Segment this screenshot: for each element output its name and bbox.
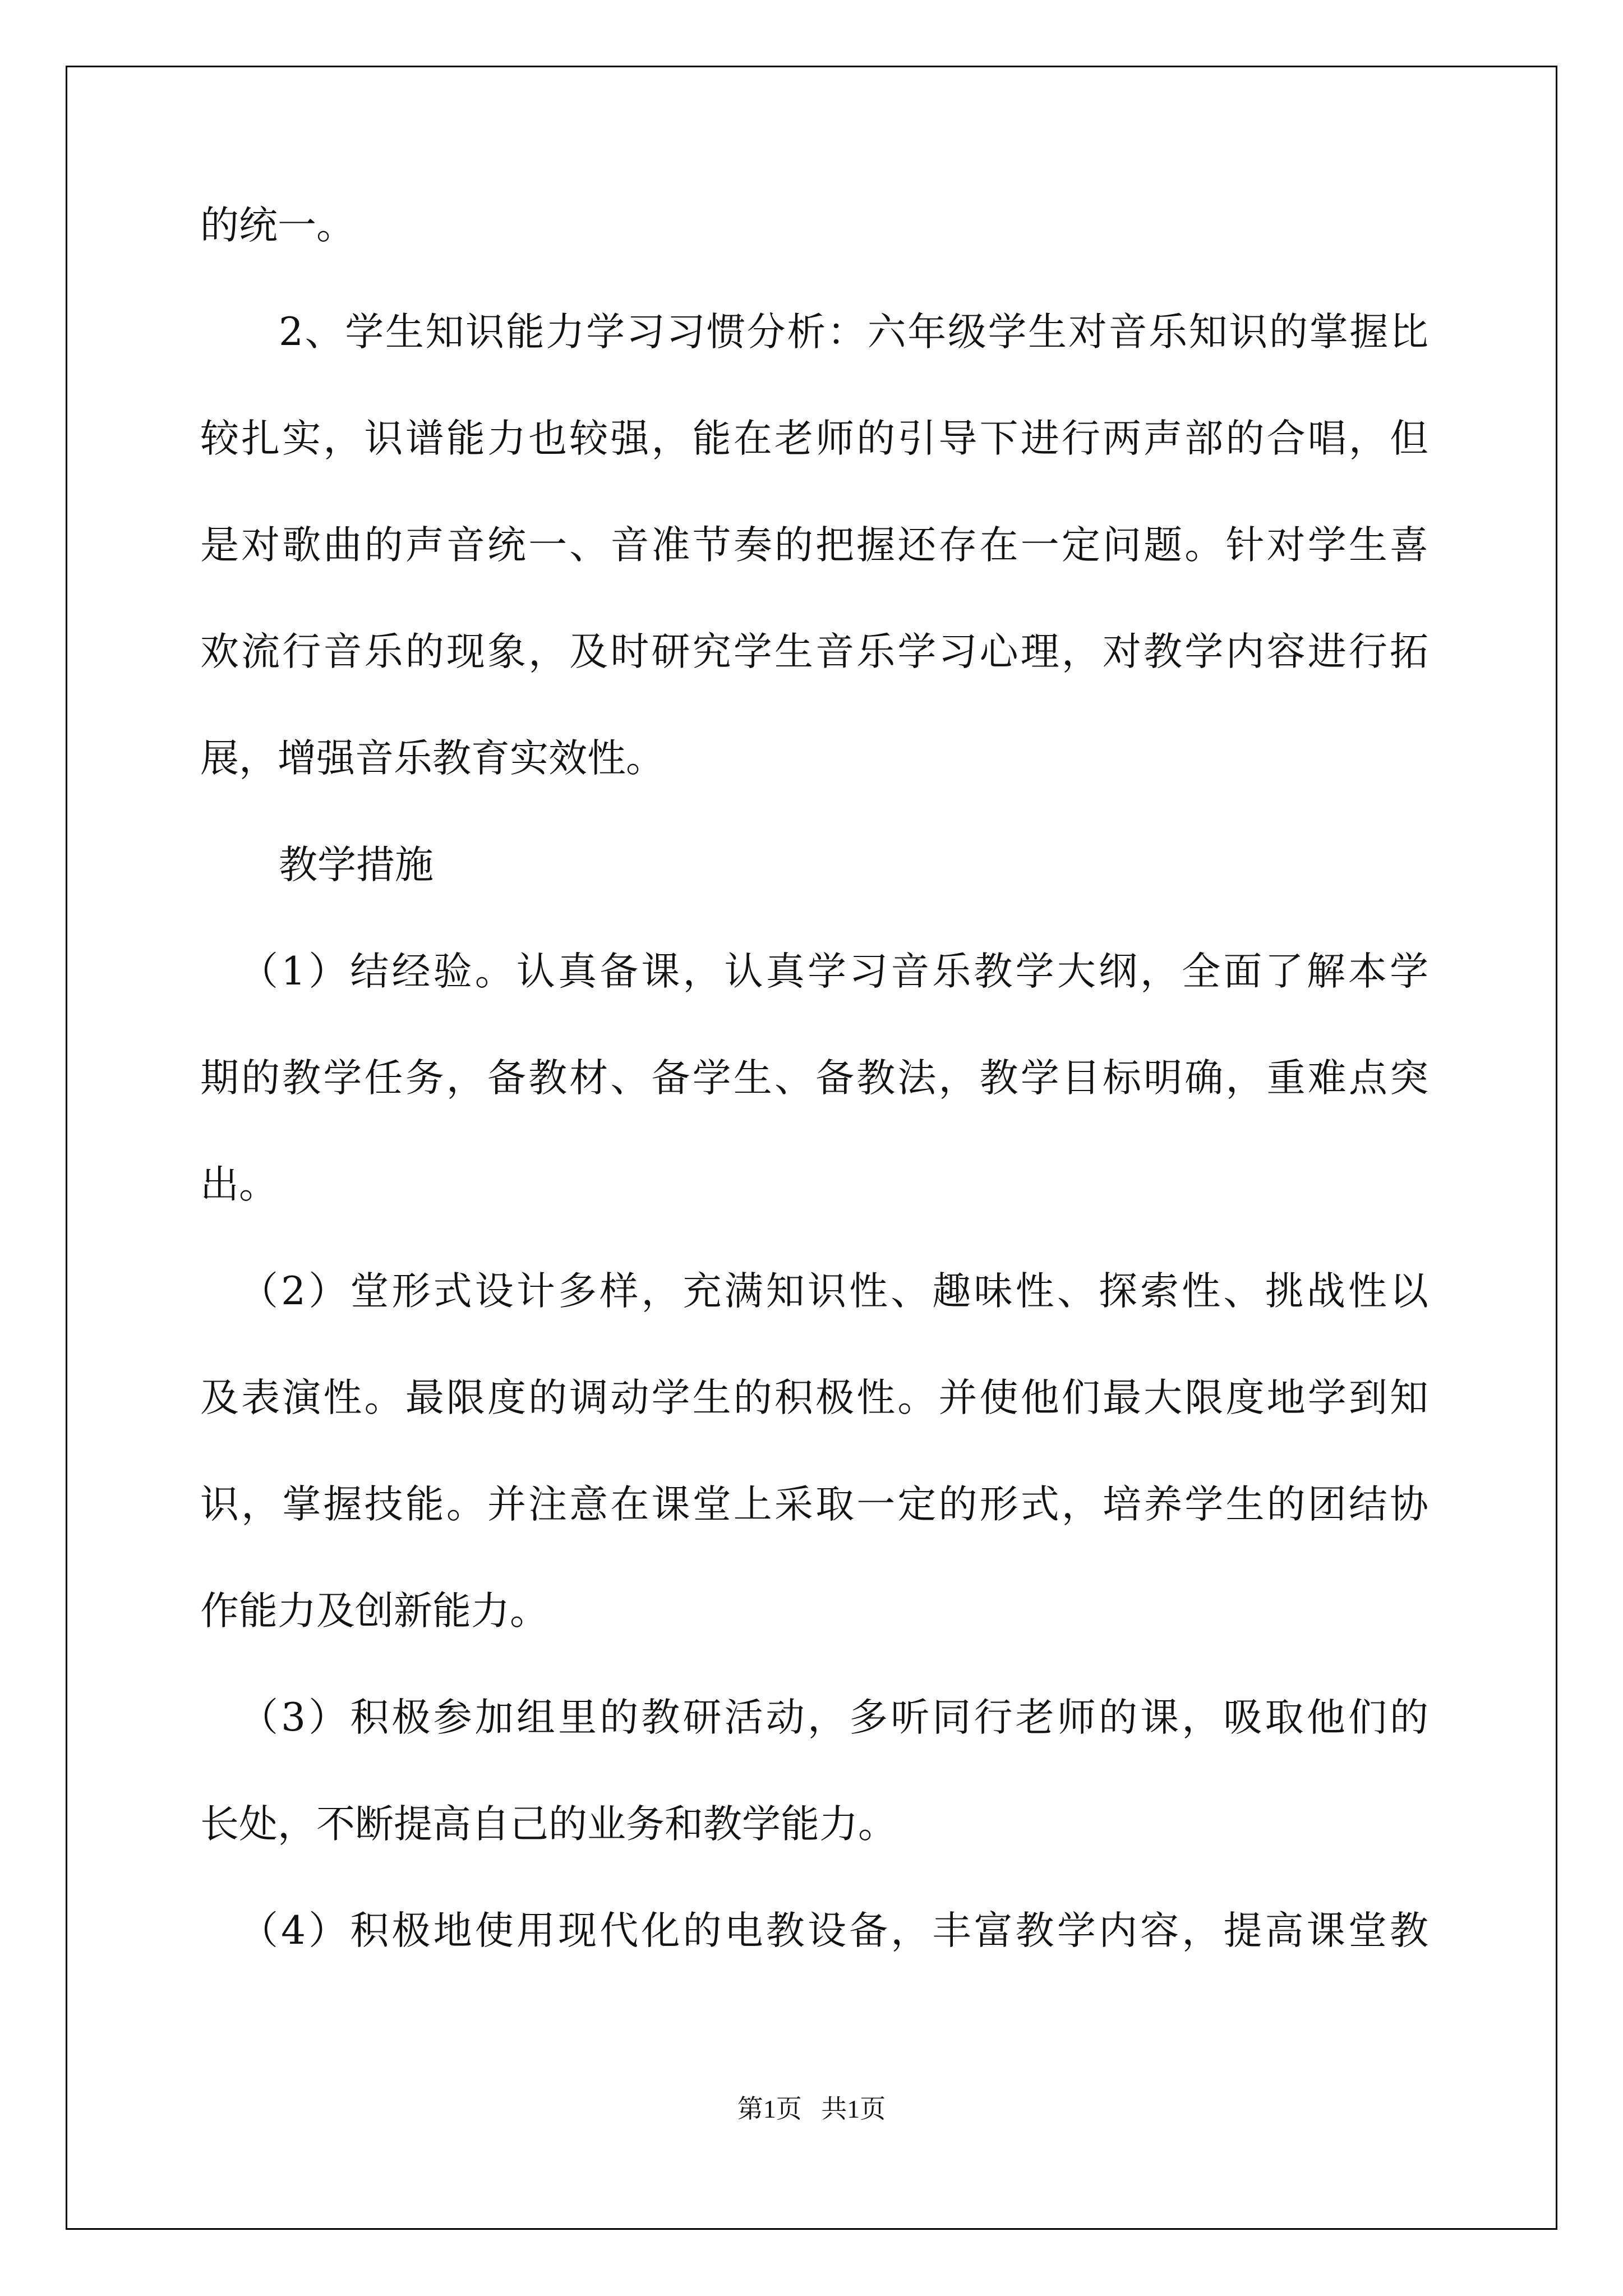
section-heading: 教学措施 <box>279 843 434 887</box>
text-line: 识，掌握技能。并注意在课堂上采取一定的形式，培养学生的团结协 <box>200 1482 1428 1527</box>
text-line: 2、学生知识能力学习习惯分析：六年级学生对音乐知识的掌握比 <box>279 310 1428 355</box>
text-line: （2）堂形式设计多样，充满知识性、趣味性、探索性、挑战性以 <box>239 1269 1428 1314</box>
text-line: 较扎实，识谱能力也较强，能在老师的引导下进行两声部的合唱，但 <box>200 416 1428 461</box>
text-line: 长处，不断提高自己的业务和教学能力。 <box>200 1802 897 1847</box>
text-line: （1）结经验。认真备课，认真学习音乐教学大纲，全面了解本学 <box>239 949 1428 994</box>
text-line: 欢流行音乐的现象，及时研究学生音乐学习心理，对教学内容进行拓 <box>200 629 1428 674</box>
text-line: 出。 <box>200 1162 278 1207</box>
text-line: 及表演性。最限度的调动学生的积极性。并使他们最大限度地学到知 <box>200 1375 1428 1420</box>
text-line: （4）积极地使用现代化的电教设备，丰富教学内容，提高课堂教 <box>239 1908 1428 1953</box>
text-line: 期的教学任务，备教材、备学生、备教法，教学目标明确，重难点突 <box>200 1056 1428 1101</box>
text-line: 的统一。 <box>200 203 355 248</box>
text-line: 是对歌曲的声音统一、音准节奏的把握还存在一定问题。针对学生喜 <box>200 523 1428 568</box>
text-line: 展，增强音乐教育实效性。 <box>200 736 665 781</box>
page-number: 第1页 共1页 <box>737 2095 886 2123</box>
text-line: 作能力及创新能力。 <box>200 1589 548 1634</box>
text-line: （3）积极参加组里的教研活动，多听同行老师的课，吸取他们的 <box>239 1695 1428 1740</box>
